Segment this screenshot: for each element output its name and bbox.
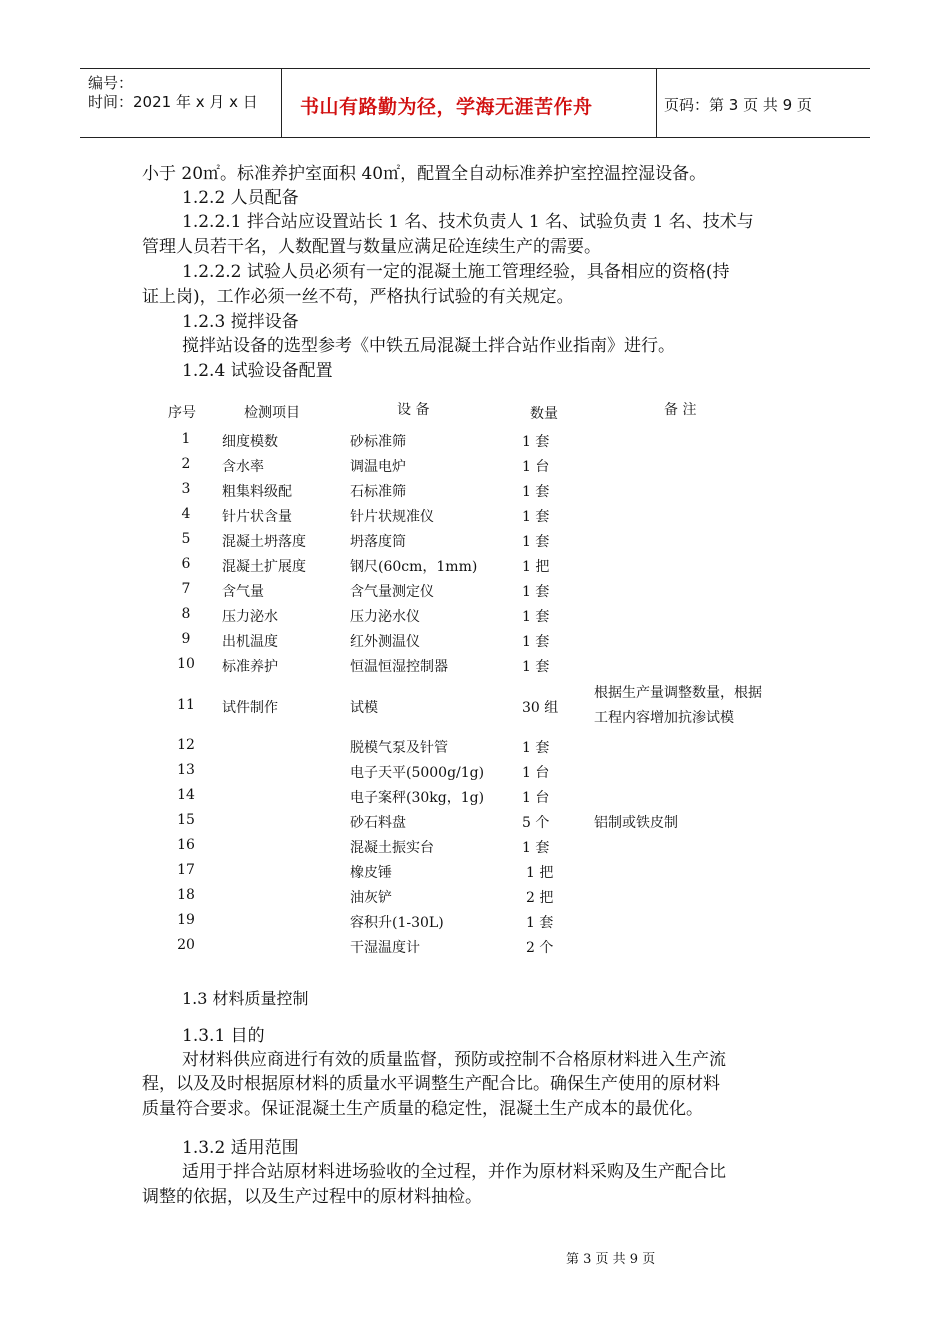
section-heading-1-2-2: 1.2.2 人员配备 (182, 188, 299, 208)
cell-no: 12 (177, 737, 195, 753)
cell-qty: 1 套 (522, 534, 550, 550)
cell-equip: 砂标准筛 (350, 434, 406, 450)
cell-no: 1 (181, 431, 191, 447)
paragraph-line: 小于 20㎡。标准养护室面积 40㎡，配置全自动标准养护室控温控湿设备。 (142, 164, 707, 184)
cell-no: 14 (177, 787, 195, 803)
header-motto: 书山有路勤为径，学海无涯苦作舟 (300, 96, 593, 118)
header-page-info: 页码：第 3 页 共 9 页 (664, 96, 812, 114)
cell-qty: 1 台 (522, 765, 550, 781)
paragraph-line: 适用于拌合站原材料进场验收的全过程，并作为原材料采购及生产配合比 (182, 1162, 726, 1182)
document-date-label: 时间：2021 年 x 月 x 日 (88, 93, 258, 111)
cell-no: 18 (177, 887, 195, 903)
cell-item: 含气量 (222, 584, 264, 600)
cell-item: 细度模数 (222, 434, 278, 450)
cell-equip: 电子天平(5000g/1g) (350, 765, 485, 781)
cell-qty: 1 台 (522, 459, 550, 475)
cell-equip: 电子案秤(30kg，1g) (350, 790, 485, 806)
cell-no: 7 (181, 581, 191, 597)
cell-item: 混凝土坍落度 (222, 534, 306, 550)
cell-item: 出机温度 (222, 634, 278, 650)
section-heading-1-3-2: 1.3.2 适用范围 (182, 1138, 299, 1158)
cell-equip: 针片状规准仪 (350, 509, 434, 525)
cell-item: 含水率 (222, 459, 264, 475)
paragraph-line: 调整的依据，以及生产过程中的原材料抽检。 (142, 1187, 482, 1207)
cell-item: 混凝土扩展度 (222, 559, 306, 575)
cell-qty: 5 个 (522, 815, 550, 831)
paragraph-line: 对材料供应商进行有效的质量监督，预防或控制不合格原材料进入生产流 (182, 1050, 726, 1070)
header-divider-right (656, 69, 657, 137)
cell-equip: 干湿温度计 (350, 940, 420, 956)
cell-no: 20 (177, 937, 195, 953)
cell-equip: 脱模气泵及针管 (350, 740, 448, 756)
cell-no: 17 (177, 862, 195, 878)
cell-qty: 1 套 (522, 740, 550, 756)
cell-equip: 红外测温仪 (350, 634, 420, 650)
paragraph-line: 证上岗)，工作必须一丝不苟，严格执行试验的有关规定。 (142, 287, 574, 307)
cell-qty: 1 把 (522, 559, 550, 575)
cell-qty: 1 台 (522, 790, 550, 806)
cell-qty: 1 套 (522, 840, 550, 856)
section-heading-1-3: 1.3 材料质量控制 (182, 989, 309, 1008)
paragraph-line: 质量符合要求。保证混凝土生产质量的稳定性，混凝土生产成本的最优化。 (142, 1099, 703, 1119)
note-line: 根据生产量调整数量，根据 (594, 685, 762, 701)
cell-equip: 含气量测定仪 (350, 584, 434, 600)
cell-equip: 试模 (350, 700, 378, 716)
cell-no: 11 (177, 697, 195, 713)
header-divider-left (281, 69, 282, 137)
paragraph-line: 管理人员若干名，人数配置与数量应满足砼连续生产的需要。 (142, 237, 601, 257)
cell-qty: 1 把 (526, 865, 554, 881)
cell-no: 4 (181, 506, 191, 522)
cell-item: 标准养护 (222, 659, 278, 675)
cell-qty: 1 套 (522, 634, 550, 650)
cell-no: 9 (181, 631, 191, 647)
cell-qty: 30 组 (522, 700, 559, 716)
cell-item: 粗集料级配 (222, 484, 292, 500)
cell-equip: 容积升(1-30L) (350, 915, 444, 931)
column-header-qty: 数量 (530, 406, 558, 422)
section-heading-1-2-3: 1.2.3 搅拌设备 (182, 312, 299, 332)
column-header-note: 备 注 (664, 402, 697, 418)
cell-no: 13 (177, 762, 195, 778)
paragraph-line: 程，以及及时根据原材料的质量水平调整生产配合比。确保生产使用的原材料 (142, 1074, 720, 1094)
cell-no: 8 (181, 606, 191, 622)
cell-equip: 恒温恒湿控制器 (350, 659, 448, 675)
paragraph-line: 1.2.2.1 拌合站应设置站长 1 名、技术负责人 1 名、试验负责 1 名、技术与 (182, 212, 754, 232)
cell-qty: 1 套 (522, 434, 550, 450)
cell-equip: 橡皮锤 (350, 865, 392, 881)
cell-no: 3 (181, 481, 191, 497)
cell-qty: 1 套 (522, 484, 550, 500)
cell-no: 6 (181, 556, 191, 572)
cell-no: 16 (177, 837, 195, 853)
paragraph-line: 1.2.2.2 试验人员必须有一定的混凝土施工管理经验，具备相应的资格(持 (182, 262, 730, 282)
cell-equip: 砂石料盘 (350, 815, 406, 831)
cell-note (594, 681, 762, 731)
cell-equip: 油灰铲 (350, 890, 392, 906)
cell-qty: 1 套 (522, 609, 550, 625)
cell-item: 压力泌水 (222, 609, 278, 625)
cell-no: 5 (181, 531, 191, 547)
cell-item: 试件制作 (222, 700, 278, 716)
cell-qty: 1 套 (522, 509, 550, 525)
cell-equip: 坍落度筒 (350, 534, 406, 550)
cell-equip: 调温电炉 (350, 459, 406, 475)
cell-item: 针片状含量 (222, 509, 292, 525)
cell-equip: 压力泌水仪 (350, 609, 420, 625)
document-number-label: 编号： (88, 74, 134, 92)
cell-qty: 1 套 (522, 659, 550, 675)
cell-qty: 2 把 (526, 890, 554, 906)
column-header-equipment: 设 备 (397, 402, 430, 418)
section-heading-1-2-4: 1.2.4 试验设备配置 (182, 361, 333, 381)
footer-page-number: 第 3 页 共 9 页 (566, 1252, 656, 1267)
note-line: 工程内容增加抗渗试模 (594, 710, 734, 726)
cell-equip: 混凝土振实台 (350, 840, 434, 856)
cell-no: 10 (177, 656, 195, 672)
cell-equip: 石标准筛 (350, 484, 406, 500)
column-header-item: 检测项目 (244, 405, 300, 421)
cell-no: 19 (177, 912, 195, 928)
cell-qty: 2 个 (526, 940, 554, 956)
cell-no: 2 (181, 456, 191, 472)
column-header-no: 序号 (168, 405, 196, 421)
cell-equip: 钢尺(60cm，1mm) (350, 559, 478, 575)
cell-qty: 1 套 (526, 915, 554, 931)
paragraph-line: 搅拌站设备的选型参考《中铁五局混凝土拌合站作业指南》进行。 (182, 336, 675, 356)
cell-note: 铝制或铁皮制 (594, 815, 678, 831)
section-heading-1-3-1: 1.3.1 目的 (182, 1026, 265, 1046)
cell-qty: 1 套 (522, 584, 550, 600)
cell-no: 15 (177, 812, 195, 828)
